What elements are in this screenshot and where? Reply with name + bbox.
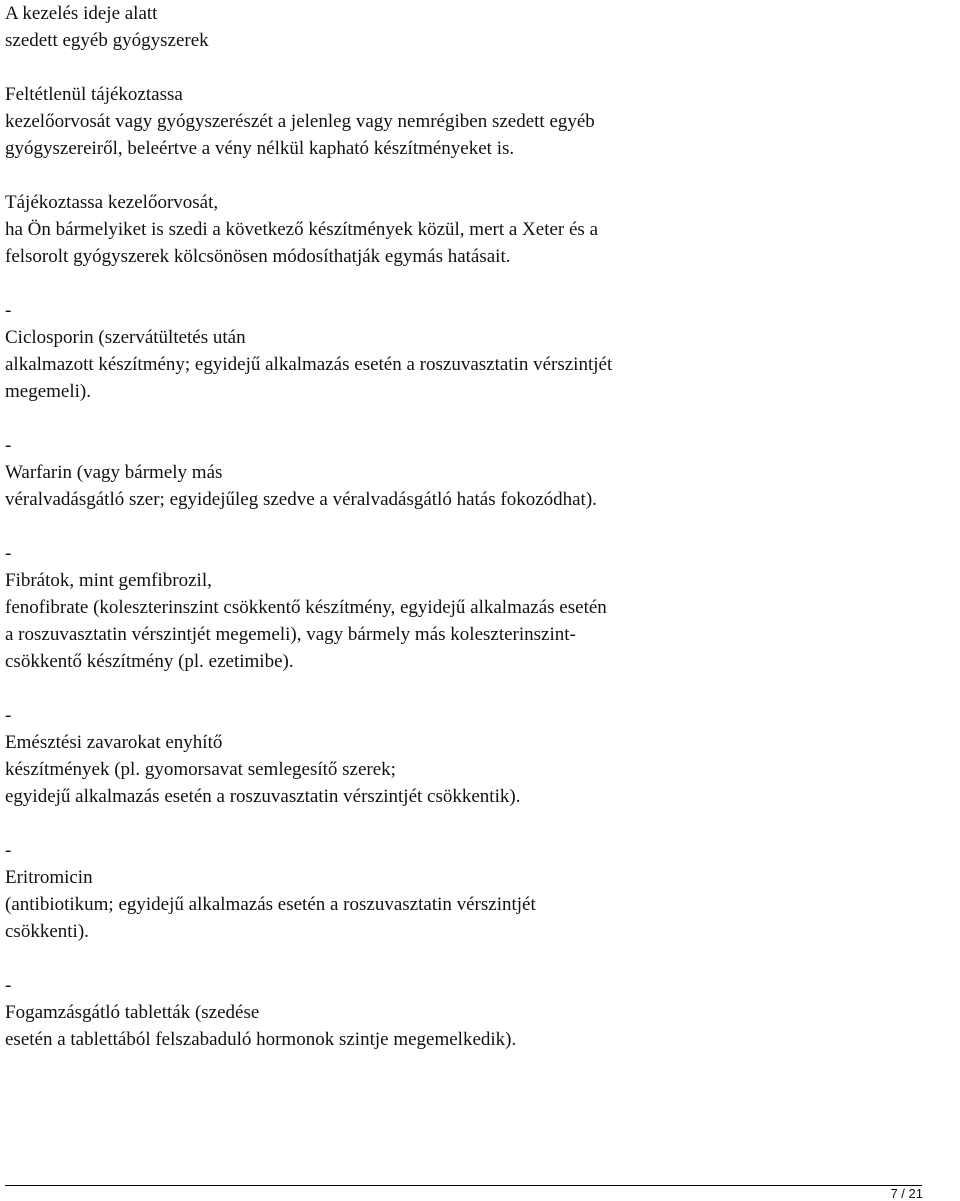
list-item-line: készítmények (pl. gyomorsavat semlegesítő szerek; (5, 759, 396, 780)
notice-paragraph (5, 189, 945, 270)
list-bullet: - (5, 705, 12, 726)
list-bullet: - (5, 975, 12, 996)
list-bullet: - (5, 300, 12, 321)
document-page (5, 0, 945, 1053)
list-item-line: csökkenti). (5, 921, 89, 942)
paragraph-gap (5, 270, 945, 297)
paragraph-gap (5, 162, 945, 189)
list-item-warfarin (5, 432, 945, 513)
paragraph-line: felsorolt gyógyszerek kölcsönösen módosíthatják egymás hatásait. (5, 246, 511, 267)
list-item-line: Eritromicin (5, 867, 93, 888)
paragraph-gap (5, 513, 945, 540)
paragraph-gap (5, 405, 945, 432)
list-item-line: esetén a tablettából felszabaduló hormonok szintje megemelkedik). (5, 1029, 517, 1050)
heading-line: szedett egyéb gyógyszerek (5, 30, 209, 51)
list-item-line: Fibrátok, mint gemfibrozil, (5, 570, 212, 591)
list-bullet: - (5, 840, 12, 861)
list-item-line: egyidejű alkalmazás esetén a roszuvasztatin vérszintjét csökkentik). (5, 786, 521, 807)
paragraph-line: kezelőorvosát vagy gyógyszerészét a jelenleg vagy nemrégiben szedett egyéb (5, 111, 595, 132)
paragraph-line: ha Ön bármelyiket is szedi a következő készítmények közül, mert a Xeter és a (5, 219, 598, 240)
list-item-line: (antibiotikum; egyidejű alkalmazás esetén a roszuvasztatin vérszintjét (5, 894, 536, 915)
paragraph-line: gyógyszereiről, beleértve a vény nélkül kapható készítményeket is. (5, 138, 515, 159)
list-item-ciclosporin (5, 297, 945, 405)
list-item-line: csökkentő készítmény (pl. ezetimibe). (5, 651, 294, 672)
list-item-line: Fogamzásgátló tabletták (szedése (5, 1002, 260, 1023)
paragraph-line: Feltétlenül tájékoztassa (5, 84, 183, 105)
list-item-contraceptives (5, 972, 945, 1053)
list-item-line: megemeli). (5, 381, 91, 402)
list-item-line: Ciclosporin (szervátültetés után (5, 327, 246, 348)
paragraph-gap (5, 675, 945, 702)
list-bullet: - (5, 435, 12, 456)
paragraph-line: Tájékoztassa kezelőorvosát, (5, 192, 219, 213)
footer-divider (5, 1185, 922, 1186)
list-item-line: alkalmazott készítmény; egyidejű alkalmazás esetén a roszuvasztatin vérszintjét (5, 354, 613, 375)
heading-line: A kezelés ideje alatt (5, 3, 158, 24)
paragraph-gap (5, 945, 945, 972)
intro-paragraph (5, 81, 945, 162)
list-item-erythromycin (5, 837, 945, 945)
list-bullet: - (5, 543, 12, 564)
list-item-line: Warfarin (vagy bármely más (5, 462, 223, 483)
list-item-line: Emésztési zavarokat enyhítő (5, 732, 223, 753)
paragraph-gap (5, 54, 945, 81)
list-item-antacids (5, 702, 945, 810)
list-item-line: fenofibrate (koleszterinszint csökkentő készítmény, egyidejű alkalmazás esetén (5, 597, 607, 618)
list-item-fibrates (5, 540, 945, 675)
list-item-line: a roszuvasztatin vérszintjét megemeli), vagy bármely más koleszterinszint- (5, 624, 576, 645)
page-number: 7 / 21 (890, 1186, 923, 1201)
list-item-line: véralvadásgátló szer; egyidejűleg szedve a véralvadásgátló hatás fokozódhat). (5, 489, 597, 510)
paragraph-gap (5, 810, 945, 837)
section-heading (5, 0, 945, 54)
